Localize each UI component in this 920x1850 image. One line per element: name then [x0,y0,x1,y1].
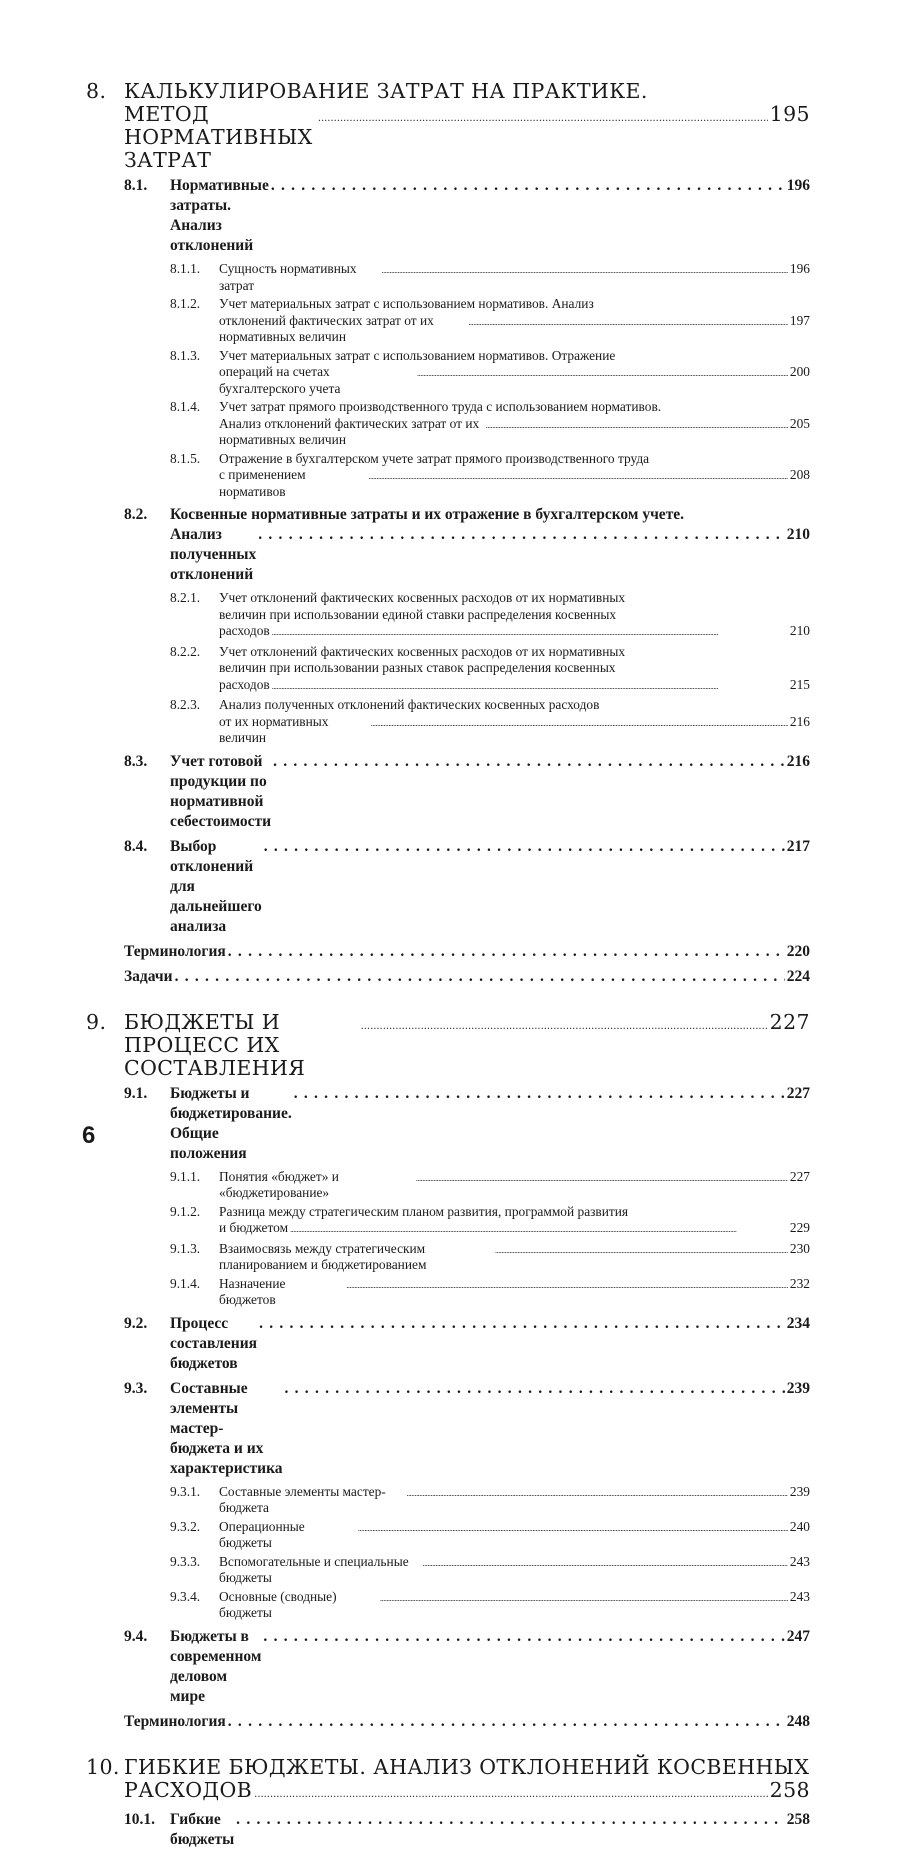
sub-title: Взаимосвязь между стратегическим планированием и бюджетированием [219,1240,427,1272]
sec-title-leader-row [170,1627,810,1707]
chap-entry [86,1756,810,1806]
sub-number: 8.2.2. [170,643,201,659]
sub-page-number: 230 [789,1240,810,1256]
sub-body [219,1589,810,1622]
sec-title-leader-row [124,967,810,987]
sec-title: Бюджеты и бюджетирование. Общие положения [170,1084,292,1162]
chap-number: 9. [86,1009,107,1034]
sub-number: 9.3.4. [170,1588,201,1604]
chap-entry [86,1011,810,1080]
dot-leader [346,1278,788,1295]
chap-entry [86,80,810,172]
sub-entry [86,1204,810,1239]
sec-entry [86,752,810,832]
dot-leader [361,1015,768,1038]
sub-entry [86,1519,810,1552]
chap-title-leader-row [124,1011,810,1080]
sec-page-number: 234 [786,1314,810,1332]
sub-title-leader-row [219,1484,810,1517]
sec-number: 8.1. [124,177,148,194]
sub-number: 8.1.2. [170,296,201,311]
dot-leader [382,263,788,280]
dot-leader [416,1171,788,1188]
sub-title-leader-row [219,364,810,397]
chap-number: 8. [86,79,107,103]
sub-page-number: 229 [789,1220,810,1235]
sec-title-leader-row [170,525,810,585]
sub-page-number: 196 [789,261,810,276]
sub-title: Сущность нормативных затрат [219,261,357,293]
sub-number: 8.2.1. [170,590,201,605]
dot-leader [468,315,787,332]
dot-leader [371,716,788,733]
sec-page-number: 248 [786,1712,810,1730]
sub-title-leader-row [219,261,810,294]
sub-page-number: 243 [789,1553,810,1569]
chap-title: РАСХОДОВ [124,1777,253,1802]
sub-entry [86,644,810,696]
chap-page-number: 195 [769,102,810,126]
chap-body [124,1756,810,1806]
sub-title-leader-row [219,1519,810,1552]
sec-number: 10.1. [124,1810,155,1828]
sec-title-leader-row [170,1314,810,1374]
sec-title: Анализ полученных отклонений [170,526,257,583]
sub-body [219,1276,810,1309]
sub-body [219,1484,810,1517]
sec-number: 8.2. [124,506,148,523]
dot-leader [264,837,785,857]
sec-entry [86,1810,810,1850]
sec-body [170,1379,810,1479]
sec-body [124,1712,810,1732]
sec-title-leader-row [170,1084,810,1164]
dot-leader [368,469,788,486]
sec-title: Бюджеты в современном деловом мире [170,1627,262,1705]
sec-body [124,967,810,987]
sub-title: расходов [219,676,270,692]
sec-title-leader-row [170,752,810,832]
sub-title-leader-row [219,714,810,747]
sub-body [219,399,810,449]
dot-leader [254,1783,768,1806]
sub-title: Основные (сводные) бюджеты [219,1588,337,1620]
sub-body [219,1241,810,1274]
sec-entry [86,1379,810,1479]
page-number: 6 [82,1122,96,1149]
sub-title-leader-row [219,416,810,449]
sub-entry [86,399,810,449]
sec-title-leader-row [124,942,810,962]
sec-title-leader-row [170,1810,810,1850]
sub-number: 8.1.1. [170,261,201,276]
sub-number: 8.2.3. [170,697,201,712]
dot-leader [258,525,785,545]
sub-number: 9.1.1. [170,1168,201,1184]
sub-title: от их нормативных величин [219,713,329,745]
dot-leader [290,1222,788,1239]
sub-entry [86,590,810,642]
chap-title-line: КАЛЬКУЛИРОВАНИЕ ЗАТРАТ НА ПРАКТИКЕ. [124,79,648,103]
sub-page-number: 208 [789,467,810,482]
sub-title-leader-row [219,1169,810,1202]
chap-body [124,1011,810,1080]
sub-page-number: 210 [789,623,810,638]
sec-entry [86,942,810,962]
sub-entry [86,261,810,294]
sec-page-number: 217 [786,837,810,855]
sub-page-number: 243 [789,1588,810,1604]
sec-body [170,1314,810,1374]
sub-body [219,1169,810,1202]
sub-body [219,590,810,642]
dot-leader [236,1810,785,1830]
sub-number: 9.1.4. [170,1275,201,1291]
sec-entry [86,967,810,987]
sub-title: и бюджетом [219,1220,289,1235]
sec-number: 9.3. [124,1379,148,1397]
sec-body [170,1810,810,1850]
sec-page-number: 220 [786,942,810,960]
sub-title-leader-row [219,1220,810,1239]
sec-title: Нормативные затраты. Анализ отклонений [170,177,269,254]
sub-body [219,261,810,294]
sec-entry [86,1314,810,1374]
sub-title: Понятия «бюджет» и «бюджетирование» [219,1168,339,1200]
sec-title-leader-row [170,837,810,937]
sub-title: расходов [219,623,270,638]
sub-number: 9.3.3. [170,1553,201,1569]
sub-page-number: 227 [789,1168,810,1184]
sub-page-number: 197 [789,312,810,328]
sec-title-line: Косвенные нормативные затраты и их отражение в бухгалтерском учете. [170,506,685,523]
sec-entry [86,1084,810,1164]
sub-entry [86,451,810,501]
sub-title-line: Учет отклонений фактических косвенных расходов от их нормативных [219,643,626,659]
sec-title: Выбор отклонений для дальнейшего анализа [170,837,262,935]
sec-body [124,942,810,962]
sub-title-leader-row [219,1554,810,1587]
sec-page-number: 210 [786,526,810,543]
sub-number: 9.1.3. [170,1240,201,1256]
sub-title-line: Учет затрат прямого производственного труда с использованием нормативов. [219,399,662,414]
dot-leader [273,752,785,772]
sec-number: 9.4. [124,1627,148,1645]
table-of-contents [86,80,810,1850]
sub-body [219,1554,810,1587]
sub-title: Операционные бюджеты [219,1518,305,1550]
dot-leader [486,418,788,435]
sub-title-leader-row [219,623,810,642]
sub-title-line: величин при использовании разных ставок распределения косвенных [219,660,616,675]
dot-leader [495,1243,788,1260]
chap-title-leader-row [124,103,810,172]
sub-entry [86,296,810,346]
sub-body [219,451,810,501]
sub-title-leader-row [219,467,810,500]
sub-title-leader-row [219,1589,810,1622]
chap-title: МЕТОД НОРМАТИВНЫХ ЗАТРАТ [124,102,313,172]
sec-title: Терминология [124,1712,226,1730]
sub-number: 9.3.1. [170,1483,201,1499]
sec-page-number: 216 [786,752,810,770]
sec-page-number: 196 [786,177,810,194]
sec-page-number: 247 [786,1627,810,1645]
dot-leader [272,625,788,642]
chap-page-number: 258 [769,1777,810,1802]
sec-title-leader-row [170,176,810,256]
sec-title: Задачи [124,967,173,985]
sec-title-leader-row [124,1712,810,1732]
sec-number: 8.3. [124,752,148,770]
sec-entry [86,1712,810,1732]
sub-title-leader-row [219,677,810,696]
chap-number: 10. [86,1754,120,1779]
chap-page-number: 227 [769,1009,810,1034]
sub-page-number: 232 [789,1275,810,1291]
sec-page-number: 258 [786,1810,810,1828]
sub-entry [86,1169,810,1202]
sec-page-number: 227 [786,1084,810,1102]
sub-title: с применением нормативов [219,467,306,499]
sub-title: Составные элементы мастер-бюджета [219,1483,386,1515]
sub-entry [86,697,810,747]
sub-title-line: Анализ полученных отклонений фактических косвенных расходов [219,697,600,712]
sec-body [170,1084,810,1164]
sec-page-number: 224 [786,967,810,985]
sub-number: 9.3.2. [170,1518,201,1534]
sub-title-leader-row [219,1241,810,1274]
dot-leader [294,1084,785,1104]
dot-leader [423,1556,788,1573]
sub-page-number: 215 [789,676,810,692]
chap-title: БЮДЖЕТЫ И ПРОЦЕСС ИХ СОСТАВЛЕНИЯ [124,1009,306,1080]
dot-leader [417,366,788,383]
dot-leader [285,1379,785,1399]
sub-title-line: Учет материальных затрат с использованием нормативов. Анализ [219,296,594,311]
sub-page-number: 240 [789,1518,810,1534]
sec-body [170,1627,810,1707]
sec-title: Учет готовой продукции по нормативной себестоимости [170,752,272,830]
sub-body [219,644,810,696]
dot-leader [358,1521,788,1538]
sec-entry [86,505,810,585]
sec-entry [86,1627,810,1707]
sub-body [219,1519,810,1552]
sub-page-number: 239 [789,1483,810,1499]
sub-number: 8.1.4. [170,399,201,414]
sec-body [170,837,810,937]
sub-page-number: 216 [789,713,810,729]
chap-title-leader-row [124,1779,810,1806]
sub-body [219,697,810,747]
sec-body [170,176,810,256]
sec-entry [86,176,810,256]
sec-page-number: 239 [786,1379,810,1397]
sec-body [170,752,810,832]
sub-title-leader-row [219,313,810,346]
sub-number: 8.1.5. [170,450,201,466]
sub-body [219,296,810,346]
dot-leader [228,942,785,962]
sec-title: Составные элементы мастер-бюджета и их характеристика [170,1379,283,1477]
dot-leader [318,107,768,130]
sec-number: 9.1. [124,1084,148,1102]
sub-body [219,1204,810,1239]
sub-number: 9.1.2. [170,1203,201,1219]
sec-title-leader-row [170,1379,810,1479]
sub-entry [86,348,810,398]
sub-title: Назначение бюджетов [219,1275,286,1307]
sec-number: 8.4. [124,837,148,855]
dot-leader [228,1712,785,1732]
sub-title: Анализ отклонений фактических затрат от их нормативных величин [219,415,480,447]
dot-leader [175,967,785,987]
sub-page-number: 205 [789,415,810,431]
sec-title: Терминология [124,942,226,960]
sec-number: 9.2. [124,1314,148,1332]
dot-leader [380,1591,788,1608]
sub-number: 8.1.3. [170,347,201,363]
sub-entry [86,1241,810,1274]
dot-leader [259,1314,785,1334]
chap-title-line: ГИБКИЕ БЮДЖЕТЫ. АНАЛИЗ ОТКЛОНЕНИЙ КОСВЕННЫХ [124,1754,810,1779]
sub-entry [86,1589,810,1622]
sub-body [219,348,810,398]
sub-title: отклонений фактических затрат от их нормативных величин [219,312,434,344]
dot-leader [272,679,788,696]
sub-title-line: Разница между стратегическим планом развития, программой развития [219,1203,629,1219]
dot-leader [271,176,785,196]
sub-title: операций на счетах бухгалтерского учета [219,364,341,396]
sec-title: Гибкие бюджеты [170,1810,235,1848]
chap-body [124,80,810,172]
sub-entry [86,1484,810,1517]
dot-leader [406,1486,787,1503]
sub-title: Вспомогательные и специальные бюджеты [219,1553,409,1585]
sub-title-line: Учет отклонений фактических косвенных расходов от их нормативных [219,590,626,605]
sub-title-line: Отражение в бухгалтерском учете затрат прямого производственного труда [219,450,650,466]
sec-title: Процесс составления бюджетов [170,1314,258,1372]
dot-leader [263,1627,784,1647]
sub-entry [86,1276,810,1309]
sub-title-line: Учет материальных затрат с использованием нормативов. Отражение [219,347,616,363]
sec-body [170,505,810,585]
sec-entry [86,837,810,937]
sub-entry [86,1554,810,1587]
sub-title-leader-row [219,1276,810,1309]
sub-title-line: величин при использовании единой ставки распределения косвенных [219,606,617,622]
sub-page-number: 200 [789,364,810,379]
